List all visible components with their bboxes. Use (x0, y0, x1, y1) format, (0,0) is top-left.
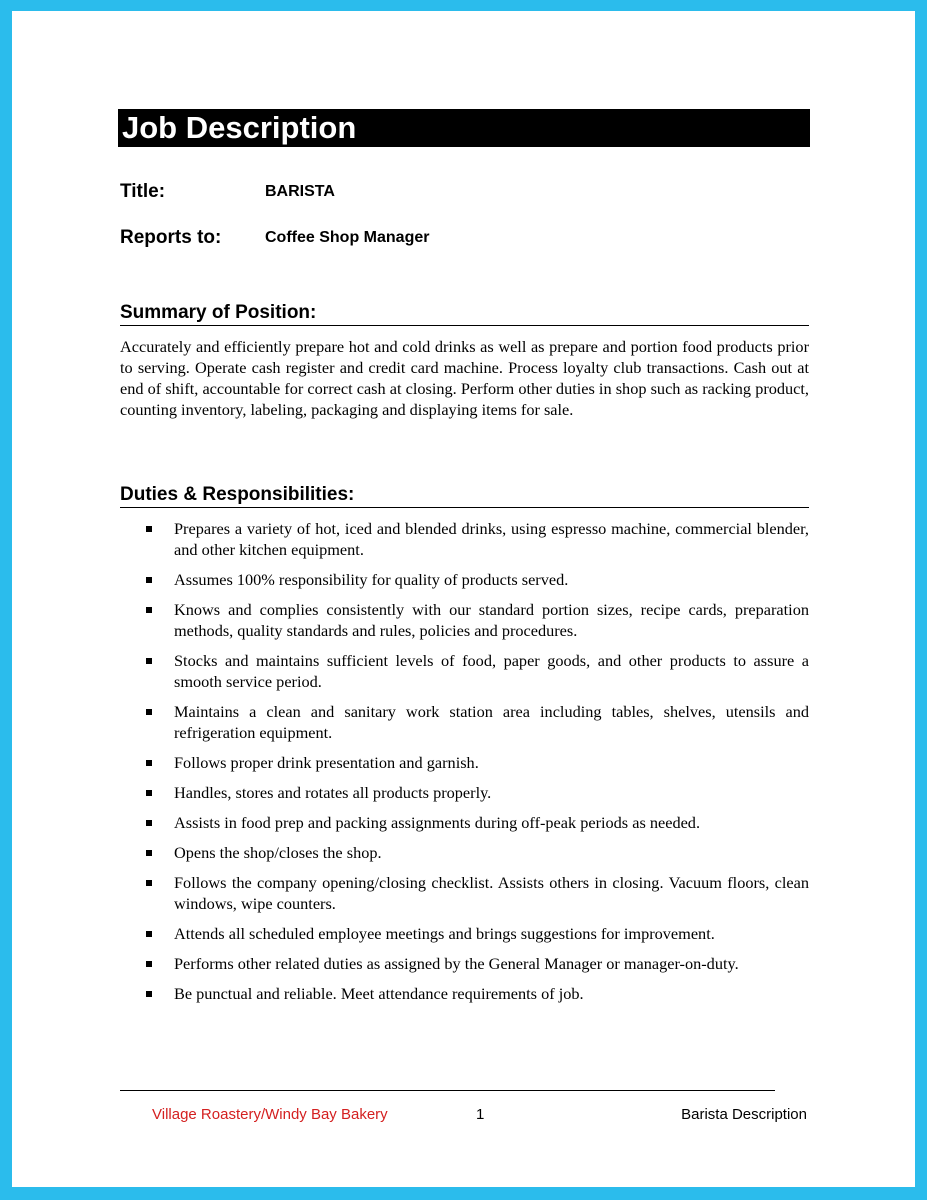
duty-text: Maintains a clean and sanitary work station area including tables, shelves, utensils and refrigeration equipment. (174, 702, 809, 742)
duty-item (120, 701, 809, 743)
bullet-icon (146, 760, 152, 766)
duties-list (120, 518, 809, 1013)
duty-text: Performs other related duties as assigned by the General Manager or manager-on-duty. (174, 954, 739, 973)
duty-text: Follows proper drink presentation and garnish. (174, 753, 479, 772)
bullet-icon (146, 850, 152, 856)
bullet-icon (146, 931, 152, 937)
footer-divider (120, 1090, 775, 1091)
duty-text: Opens the shop/closes the shop. (174, 843, 382, 862)
duty-item (120, 518, 809, 560)
footer-document-name: Barista Description (681, 1106, 807, 1123)
duty-text: Prepares a variety of hot, iced and blended drinks, using espresso machine, commercial blender, and other kitchen equipment. (174, 519, 809, 559)
bullet-icon (146, 991, 152, 997)
reports-to-value: Coffee Shop Manager (265, 229, 430, 246)
duty-item (120, 812, 809, 833)
footer-company: Village Roastery/Windy Bay Bakery (152, 1106, 388, 1123)
title-label: Title: (120, 181, 166, 202)
bullet-icon (146, 526, 152, 532)
bullet-icon (146, 607, 152, 613)
bullet-icon (146, 961, 152, 967)
duty-text: Stocks and maintains sufficient levels of food, paper goods, and other products to assure a smooth service period. (174, 651, 809, 691)
duty-item (120, 650, 809, 692)
duty-item (120, 983, 809, 1004)
duty-text: Follows the company opening/closing checklist. Assists others in closing. Vacuum floors, clean windows, wipe counters. (174, 873, 809, 913)
duty-text: Be punctual and reliable. Meet attendance requirements of job. (174, 984, 584, 1003)
duty-item (120, 953, 809, 974)
duty-text: Assumes 100% responsibility for quality of products served. (174, 570, 569, 589)
duty-item (120, 569, 809, 590)
document-heading: Job Description (118, 109, 810, 147)
duty-item (120, 872, 809, 914)
summary-heading: Summary of Position: (120, 301, 809, 326)
duty-item (120, 842, 809, 863)
bullet-icon (146, 709, 152, 715)
bullet-icon (146, 658, 152, 664)
duty-text: Assists in food prep and packing assignments during off-peak periods as needed. (174, 813, 701, 832)
bullet-icon (146, 820, 152, 826)
reports-to-label: Reports to: (120, 227, 222, 248)
duty-item (120, 599, 809, 641)
duties-heading: Duties & Responsibilities: (120, 483, 809, 508)
title-value: BARISTA (265, 183, 335, 200)
duty-text: Knows and complies consistently with our standard portion sizes, recipe cards, preparation methods, quality standards and rules, policies and procedures. (174, 600, 809, 640)
duty-item (120, 752, 809, 773)
bullet-icon (146, 577, 152, 583)
duty-text: Handles, stores and rotates all products properly. (174, 783, 492, 802)
document-page (12, 11, 915, 1187)
summary-text: Accurately and efficiently prepare hot and cold drinks as well as prepare and portion food products prior to serving. Operate cash register and credit card machine. Process loyalty club transactions. Cash out at end of shift, accountable for correct cash at closing. Perform other duties in shop such as racking product, counting inventory, labeling, packaging and displaying items for sale. (120, 337, 809, 419)
bullet-icon (146, 790, 152, 796)
duty-text: Attends all scheduled employee meetings and brings suggestions for improvement. (174, 924, 715, 943)
bullet-icon (146, 880, 152, 886)
footer-page-number: 1 (476, 1106, 485, 1123)
duty-item (120, 923, 809, 944)
duty-item (120, 782, 809, 803)
